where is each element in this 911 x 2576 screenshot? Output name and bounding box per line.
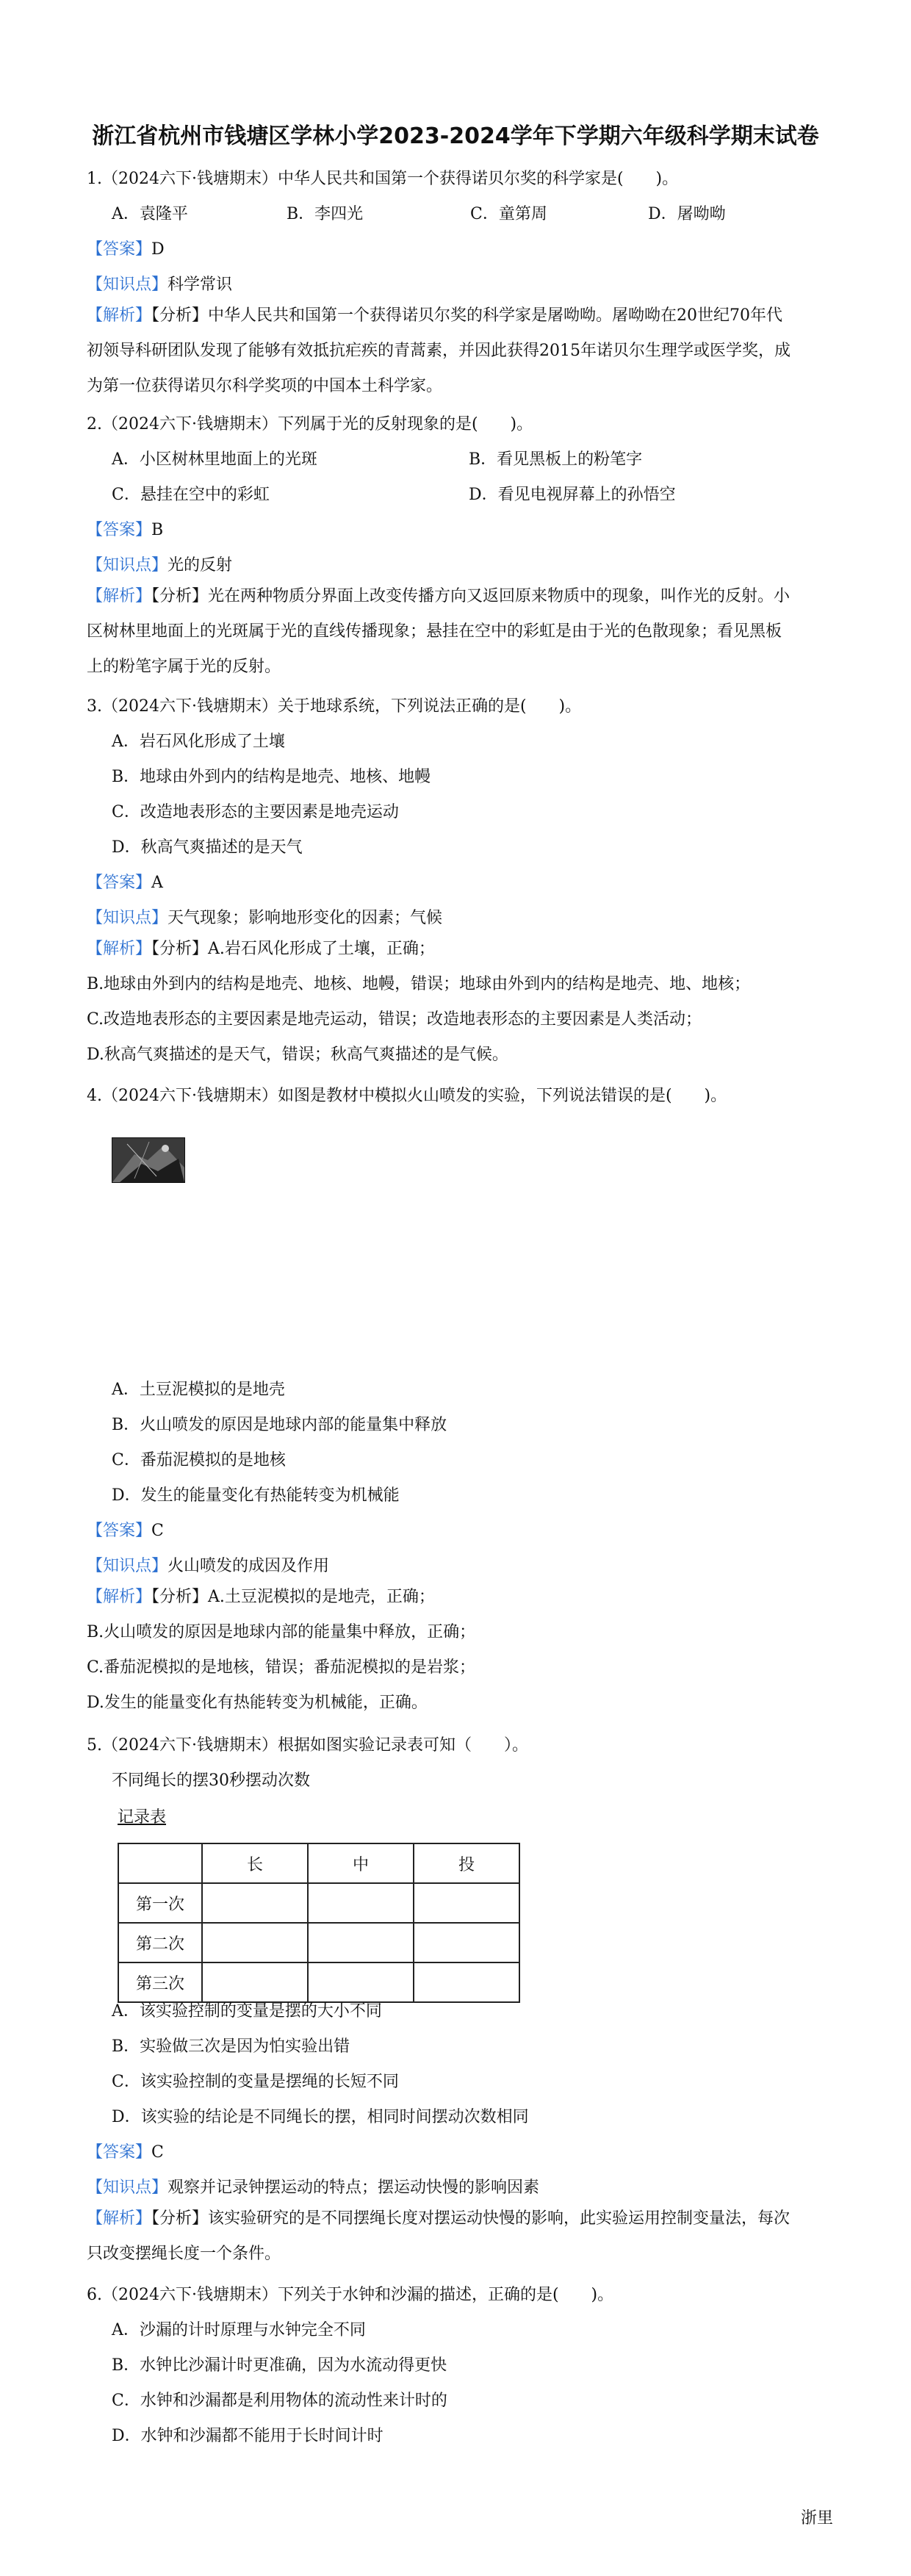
answer-tag: 【答案】: [87, 2143, 152, 2162]
q5-option-a: A．该实验控制的变量是摆的大小不同: [112, 2002, 382, 2021]
q1-option-a: A．袁隆平: [112, 205, 188, 223]
answer-value: D: [151, 240, 165, 259]
q1-knowledge-point: [87, 272, 232, 295]
table-cell: [414, 1962, 519, 2002]
analysis-sub-tag: 【分析】: [151, 1588, 209, 1606]
knowledge-tag: 【知识点】: [87, 556, 168, 575]
analysis-line: A.土豆泥模拟的是地壳，正确；: [208, 1588, 435, 1606]
question-3-stem: 3.（2024六下·钱塘期末）关于地球系统，下列说法正确的是( )。: [87, 697, 582, 716]
q2-option-c: C．悬挂在空中的彩虹: [112, 486, 270, 504]
analysis-line: B.地球由外到内的结构是地壳、地核、地幔，错误；地球由外到内的结构是地壳、地、地核；: [87, 975, 751, 993]
q2-option-a: A．小区树林里地面上的光斑: [112, 450, 317, 469]
answer-value: B: [151, 521, 164, 539]
knowledge-value: 天气现象；影响地形变化的因素；气候: [168, 909, 443, 927]
q1-option-c: C．童第周: [470, 205, 547, 223]
volcano-experiment-image: [112, 1137, 185, 1183]
q3-knowledge-point: [87, 905, 442, 928]
table-cell: [202, 1962, 308, 2002]
analysis-line: D.发生的能量变化有热能转变为机械能，正确。: [87, 1694, 428, 1712]
knowledge-value: 科学常识: [168, 276, 233, 294]
table-header-cell: 投: [414, 1843, 519, 1883]
table-cell: [414, 1883, 519, 1923]
table-cell: [202, 1883, 308, 1923]
question-5-stem: 5.（2024六下·钱塘期末）根据如图实验记录表可知（ ）。: [87, 1736, 528, 1755]
answer-tag: 【答案】: [87, 521, 152, 539]
q4-option-b: B．火山喷发的原因是地球内部的能量集中释放: [112, 1416, 447, 1434]
q4-answer: [87, 1518, 164, 1541]
q1-option-d: D．屠呦呦: [648, 205, 726, 223]
analysis-sub-tag: 【分析】: [151, 587, 209, 605]
knowledge-tag: 【知识点】: [87, 1557, 168, 1575]
table-cell: [202, 1923, 308, 1962]
q6-option-d: D．水钟和沙漏都不能用于长时间计时: [112, 2427, 384, 2445]
analysis-line: D.秋高气爽描述的是天气，错误；秋高气爽描述的是气候。: [87, 1046, 508, 1064]
q2-option-d: D．看见电视屏幕上的孙悟空: [469, 486, 676, 504]
q4-option-c: C．番茄泥模拟的是地核: [112, 1451, 286, 1469]
q4-option-d: D．发生的能量变化有热能转变为机械能: [112, 1486, 400, 1505]
record-table: [118, 1843, 520, 2003]
knowledge-value: 光的反射: [168, 556, 233, 575]
analysis-line: 光在两种物质分界面上改变传播方向又返回原来物质中的现象，叫作光的反射。小: [208, 587, 791, 605]
knowledge-value: 火山喷发的成因及作用: [168, 1557, 330, 1575]
table-cell: 第一次: [118, 1883, 202, 1923]
knowledge-tag: 【知识点】: [87, 276, 168, 294]
table-header-cell: 长: [202, 1843, 308, 1883]
analysis-tag: 【解析】: [87, 2209, 152, 2228]
answer-value: A: [151, 874, 163, 892]
knowledge-value: 观察并记录钟摆运动的特点；摆运动快慢的影响因素: [168, 2179, 540, 2197]
analysis-line: 上的粉笔字属于光的反射。: [87, 658, 281, 676]
analysis-line: 中华人民共和国第一个获得诺贝尔奖的科学家是屠呦呦。屠呦呦在20世纪70年代: [208, 306, 783, 325]
table-cell: [414, 1923, 519, 1962]
q5-knowledge-point: [87, 2175, 539, 2198]
table-row: [118, 1923, 519, 1962]
question-4-stem: 4.（2024六下·钱塘期末）如图是教材中模拟火山喷发的实验，下列说法错误的是( )。: [87, 1087, 727, 1105]
question-6-stem: 6.（2024六下·钱塘期末）下列关于水钟和沙漏的描述，正确的是( )。: [87, 2286, 614, 2304]
q3-option-c: C．改造地表形态的主要因素是地壳运动: [112, 803, 399, 821]
analysis-sub-tag: 【分析】: [151, 940, 209, 958]
figure-caption: 不同绳长的摆30秒摆动次数: [112, 1771, 310, 1790]
page-title: 浙江省杭州市钱塘区学林小学2023-2024学年下学期六年级科学期末试卷: [92, 123, 819, 149]
analysis-line: 初领导科研团队发现了能够有效抵抗疟疾的青蒿素，并因此获得2015年诺贝尔生理学或医学奖，成: [87, 342, 791, 360]
analysis-line: 区树林里地面上的光斑属于光的直线传播现象；悬挂在空中的彩虹是由于光的色散现象；看见黑板: [87, 622, 782, 641]
q4-knowledge-point: [87, 1553, 329, 1576]
question-2-stem: 2.（2024六下·钱塘期末）下列属于光的反射现象的是( )。: [87, 415, 533, 433]
table-header-cell: [118, 1843, 202, 1883]
table-row: [118, 1883, 519, 1923]
q5-option-b: B．实验做三次是因为怕实验出错: [112, 2037, 350, 2056]
q1-option-b: B．李四光: [287, 205, 364, 223]
answer-tag: 【答案】: [87, 874, 152, 892]
q2-analysis: [87, 579, 824, 685]
table-row: [118, 1962, 519, 2002]
q6-option-b: B．水钟比沙漏计时更准确，因为水流动得更快: [112, 2356, 447, 2375]
q5-analysis: [87, 2201, 824, 2272]
analysis-line: 只改变摆绳长度一个条件。: [87, 2245, 281, 2263]
q3-option-a: A．岩石风化形成了土壤: [112, 733, 285, 751]
analysis-line: 该实验研究的是不同摆绳长度对摆运动快慢的影响，此实验运用控制变量法，每次: [208, 2209, 791, 2228]
knowledge-tag: 【知识点】: [87, 909, 168, 927]
q4-analysis: [87, 1580, 824, 1721]
analysis-line: 为第一位获得诺贝尔科学奖项的中国本土科学家。: [87, 377, 443, 395]
q3-option-b: B．地球由外到内的结构是地壳、地核、地幔: [112, 768, 431, 786]
table-cell: 第三次: [118, 1962, 202, 2002]
analysis-tag: 【解析】: [87, 587, 152, 605]
table-header-cell: 中: [308, 1843, 414, 1883]
answer-value: C: [151, 2143, 164, 2162]
table-cell: [308, 1883, 414, 1923]
analysis-line: A.岩石风化形成了土壤，正确；: [208, 940, 435, 958]
q1-answer: [87, 237, 165, 259]
answer-tag: 【答案】: [87, 240, 152, 259]
answer-tag: 【答案】: [87, 1522, 152, 1540]
q1-analysis: [87, 298, 824, 404]
q3-answer: [87, 870, 163, 893]
analysis-sub-tag: 【分析】: [151, 2209, 209, 2228]
table-cell: 第二次: [118, 1923, 202, 1962]
q2-answer: [87, 517, 163, 540]
q6-option-c: C．水钟和沙漏都是利用物体的流动性来计时的: [112, 2392, 447, 2410]
q3-analysis: [87, 932, 824, 1073]
q3-option-d: D．秋高气爽描述的是天气: [112, 838, 303, 857]
question-1-stem: 1.（2024六下·钱塘期末）中华人民共和国第一个获得诺贝尔奖的科学家是( )。: [87, 170, 679, 188]
volcano-photo-icon: [112, 1138, 184, 1182]
q2-option-b: B．看见黑板上的粉笔字: [469, 450, 643, 469]
q4-option-a: A．土豆泥模拟的是地壳: [112, 1381, 285, 1399]
q5-option-c: C．该实验控制的变量是摆绳的长短不同: [112, 2073, 399, 2091]
answer-value: C: [151, 1522, 164, 1540]
q5-answer: [87, 2140, 164, 2162]
analysis-tag: 【解析】: [87, 306, 152, 325]
analysis-line: C.番茄泥模拟的是地核，错误；番茄泥模拟的是岩浆；: [87, 1658, 476, 1677]
record-table-title: 记录表: [118, 1808, 167, 1827]
q6-option-a: A．沙漏的计时原理与水钟完全不同: [112, 2321, 366, 2339]
analysis-sub-tag: 【分析】: [151, 306, 209, 325]
table-cell: [308, 1923, 414, 1962]
analysis-line: B.火山喷发的原因是地球内部的能量集中释放，正确；: [87, 1623, 476, 1641]
analysis-tag: 【解析】: [87, 940, 152, 958]
analysis-line: C.改造地表形态的主要因素是地壳运动，错误；改造地表形态的主要因素是人类活动；: [87, 1010, 702, 1029]
q2-knowledge-point: [87, 553, 232, 575]
table-header-row: [118, 1843, 519, 1883]
table-cell: [308, 1962, 414, 2002]
knowledge-tag: 【知识点】: [87, 2179, 168, 2197]
analysis-tag: 【解析】: [87, 1588, 152, 1606]
q5-option-d: D．该实验的结论是不同绳长的摆，相同时间摆动次数相同: [112, 2108, 529, 2126]
page-footer: 浙里: [800, 2509, 833, 2528]
